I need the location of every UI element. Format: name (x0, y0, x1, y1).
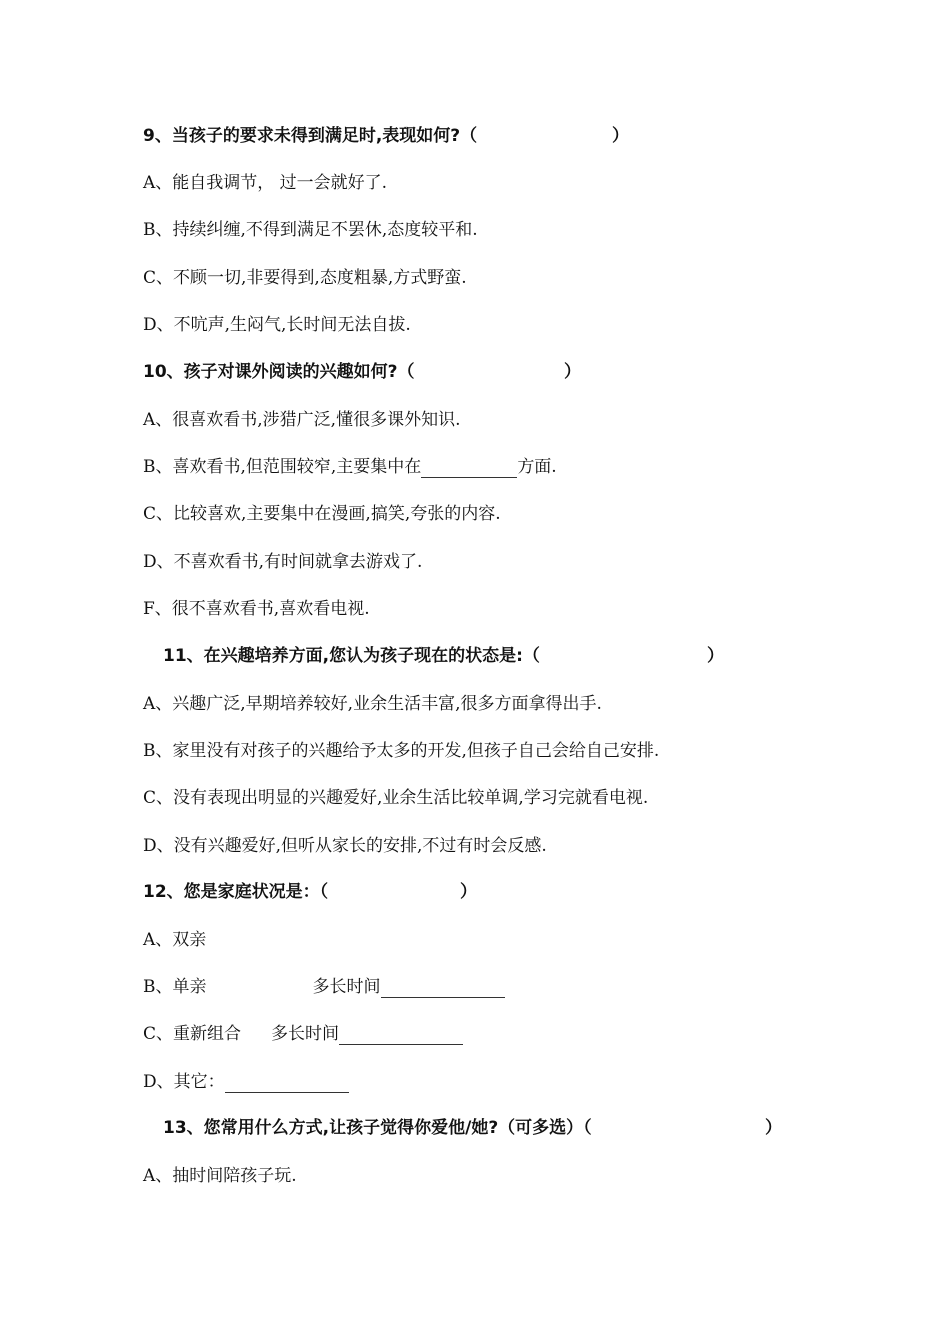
question-12-title: 12、您是家庭状况是：（ (143, 882, 329, 902)
question-10-option-d: D、不喜欢看书,有时间就拿去游戏了. (143, 552, 423, 572)
question-11-option-c: C、没有表现出明显的兴趣爱好,业余生活比较单调,学习完就看电视. (143, 788, 649, 808)
question-12-option-a: A、双亲 (143, 930, 207, 950)
question-10-fill-blank[interactable] (421, 459, 517, 478)
question-12-option-b-duration-blank[interactable] (381, 979, 505, 998)
question-12-option-c-text: C、重新组合 (143, 1024, 242, 1044)
question-11-title: 11、在兴趣培养方面,您认为孩子现在的状态是:（ (163, 646, 540, 666)
question-12-option-d-text: D、其它： (143, 1072, 225, 1092)
question-12-close-paren: ） (460, 882, 477, 902)
question-10-option-b (143, 456, 557, 478)
question-11-option-a: A、兴趣广泛,早期培养较好,业余生活丰富,很多方面拿得出手. (143, 694, 602, 714)
question-10-option-b-suffix: 方面. (517, 457, 557, 477)
question-9-option-b: B、持续纠缠,不得到满足不罢休,态度较平和. (143, 220, 478, 240)
question-13-close-paren: ） (765, 1118, 782, 1138)
question-12-option-c-duration-label: 多长时间 (271, 1024, 340, 1044)
question-12-option-c-duration-blank[interactable] (339, 1026, 463, 1045)
question-12-option-b (143, 976, 505, 998)
question-9-close-paren: ） (612, 126, 629, 146)
question-12-option-d-blank[interactable] (225, 1074, 349, 1093)
question-9-title: 9、当孩子的要求未得到满足时,表现如何?（ (143, 126, 478, 146)
question-11-close-paren: ） (707, 646, 724, 666)
question-13-option-a: A、抽时间陪孩子玩. (143, 1166, 297, 1186)
question-12-option-b-text: B、单亲 (143, 977, 207, 997)
question-10-option-a: A、很喜欢看书,涉猎广泛,懂很多课外知识. (143, 410, 461, 430)
question-9-option-d: D、不吭声,生闷气,长时间无法自拔. (143, 315, 411, 335)
question-10-option-c: C、比较喜欢,主要集中在漫画,搞笑,夸张的内容. (143, 504, 501, 524)
question-13-title: 13、您常用什么方式,让孩子觉得你爱他/她?（可多选）（ (163, 1118, 592, 1138)
question-12-option-b-duration-label: 多长时间 (312, 977, 381, 997)
question-10-close-paren: ） (564, 362, 581, 382)
question-12-option-c (143, 1023, 463, 1045)
question-9-option-c: C、不顾一切,非要得到,态度粗暴,方式野蛮. (143, 268, 467, 288)
question-10-title: 10、孩子对课外阅读的兴趣如何?（ (143, 362, 415, 382)
question-10-option-b-text: B、喜欢看书,但范围较窄,主要集中在 (143, 457, 422, 477)
question-11-option-b: B、家里没有对孩子的兴趣给予太多的开发,但孩子自己会给自己安排. (143, 741, 660, 761)
question-11-option-d: D、没有兴趣爱好,但听从家长的安排,不过有时会反感. (143, 836, 547, 856)
question-12-option-d (143, 1071, 349, 1093)
question-10-option-f: F、很不喜欢看书,喜欢看电视. (143, 599, 370, 619)
question-9-option-a: A、能自我调节， 过一会就好了. (143, 173, 388, 193)
